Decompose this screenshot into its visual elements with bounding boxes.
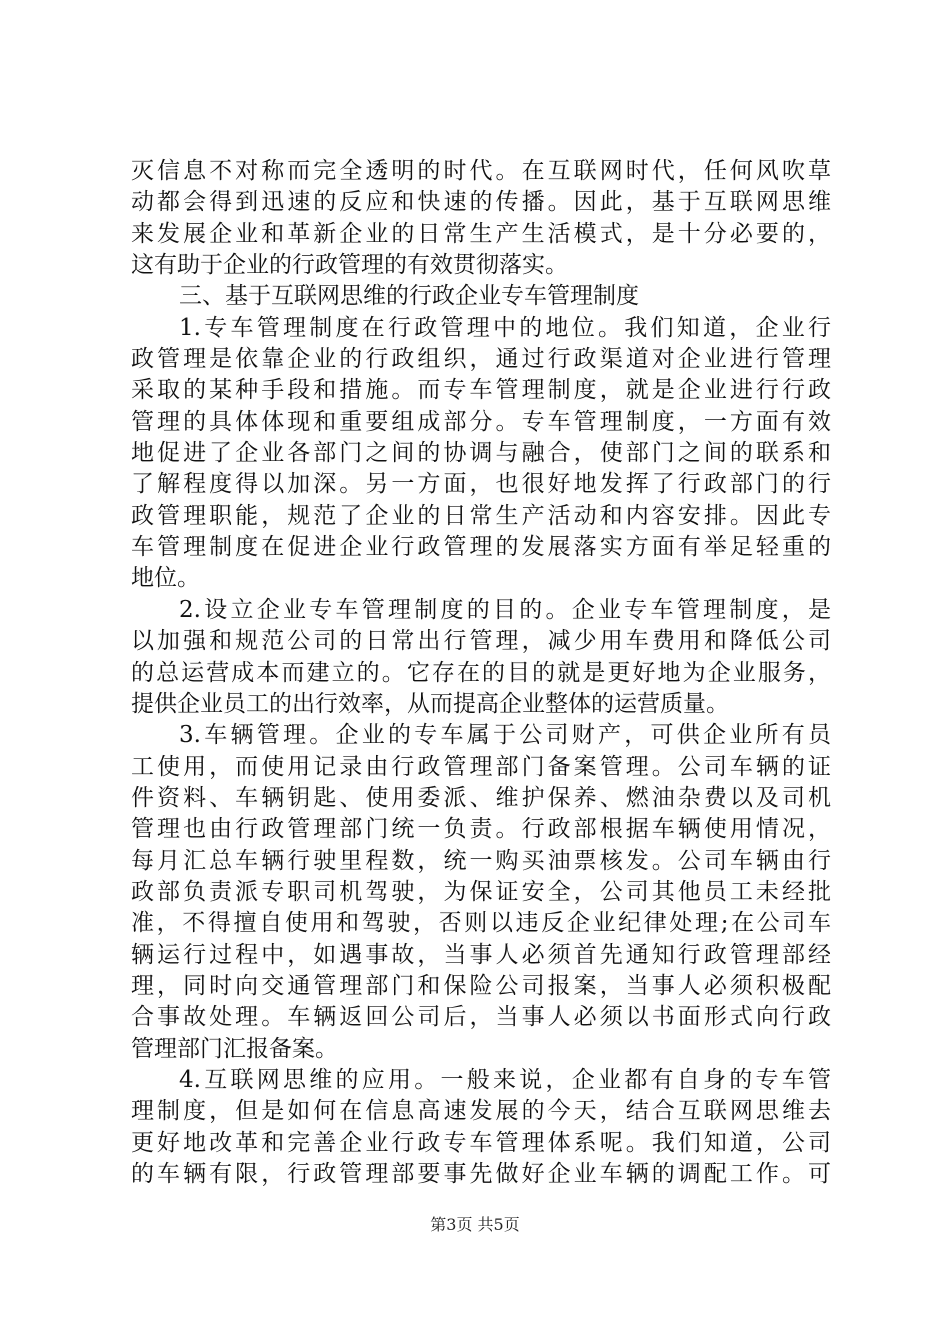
text-line: 更好地改革和完善企业行政专车管理体系呢。我们知道，公司 <box>131 1129 831 1156</box>
text-line: 政管理是依靠企业的行政组织，通过行政渠道对企业进行管理 <box>131 346 831 373</box>
text-line: 理制度，但是如何在信息高速发展的今天，结合互联网思维去 <box>131 1098 831 1125</box>
text-line: 采取的某种手段和措施。而专车管理制度，就是企业进行行政 <box>131 377 831 404</box>
text-line: 灭信息不对称而完全透明的时代。在互联网时代，任何风吹草 <box>131 158 831 184</box>
text-line: 动都会得到迅速的反应和快速的传播。因此，基于互联网思维 <box>131 189 831 216</box>
text-line: 政部负责派专职司机驾驶，为保证安全，公司其他员工未经批 <box>131 878 831 905</box>
text-line: 4.互联网思维的应用。一般来说，企业都有自身的专车管 <box>179 1066 831 1093</box>
text-line: 件资料、车辆钥匙、使用委派、维护保养、燃油杂费以及司机 <box>131 784 831 811</box>
text-line: 以加强和规范公司的日常出行管理，减少用车费用和降低公司 <box>131 628 831 655</box>
text-line: 三、基于互联网思维的行政企业专车管理制度 <box>179 283 639 310</box>
text-line: 管理部门汇报备案。 <box>131 1035 338 1062</box>
text-line: 车管理制度在促进企业行政管理的发展落实方面有举足轻重的 <box>131 534 831 561</box>
text-line: 管理的具体体现和重要组成部分。专车管理制度，一方面有效 <box>131 408 831 435</box>
text-line: 管理也由行政管理部门统一负责。行政部根据车辆使用情况， <box>131 816 831 843</box>
text-line: 合事故处理。车辆返回公司后，当事人必须以书面形式向行政 <box>131 1004 831 1031</box>
text-line: 的车辆有限，行政管理部要事先做好企业车辆的调配工作。可 <box>131 1161 831 1187</box>
text-line: 理，同时向交通管理部门和保险公司报案，当事人必须积极配 <box>131 972 831 999</box>
text-line: 1.专车管理制度在行政管理中的地位。我们知道，企业行 <box>179 314 831 341</box>
text-line: 了解程度得以加深。另一方面，也很好地发挥了行政部门的行 <box>131 471 831 498</box>
text-line: 辆运行过程中，如遇事故，当事人必须首先通知行政管理部经 <box>131 941 831 968</box>
text-line: 工使用，而使用记录由行政管理部门备案管理。公司车辆的证 <box>131 753 831 780</box>
text-line: 来发展企业和革新企业的日常生产生活模式，是十分必要的， <box>131 220 831 247</box>
text-line: 准，不得擅自使用和驾驶，否则以违反企业纪律处理;在公司车 <box>131 910 831 937</box>
text-line: 提供企业员工的出行效率，从而提高企业整体的运营质量。 <box>131 690 729 717</box>
text-line: 每月汇总车辆行驶里程数，统一购买油票核发。公司车辆由行 <box>131 847 831 874</box>
text-line: 这有助于企业的行政管理的有效贯彻落实。 <box>131 252 568 279</box>
text-line: 地位。 <box>131 565 200 592</box>
page-footer: 第3页 共5页 <box>430 1215 520 1234</box>
text-line: 2.设立企业专车管理制度的目的。企业专车管理制度，是 <box>179 596 831 623</box>
text-line: 地促进了企业各部门之间的协调与融合，使部门之间的联系和 <box>131 440 831 467</box>
document-body <box>131 156 831 1190</box>
text-line: 的总运营成本而建立的。它存在的目的就是更好地为企业服务， <box>131 659 831 686</box>
text-line: 政管理职能，规范了企业的日常生产活动和内容安排。因此专 <box>131 502 831 529</box>
text-line: 3.车辆管理。企业的专车属于公司财产，可供企业所有员 <box>179 722 831 749</box>
